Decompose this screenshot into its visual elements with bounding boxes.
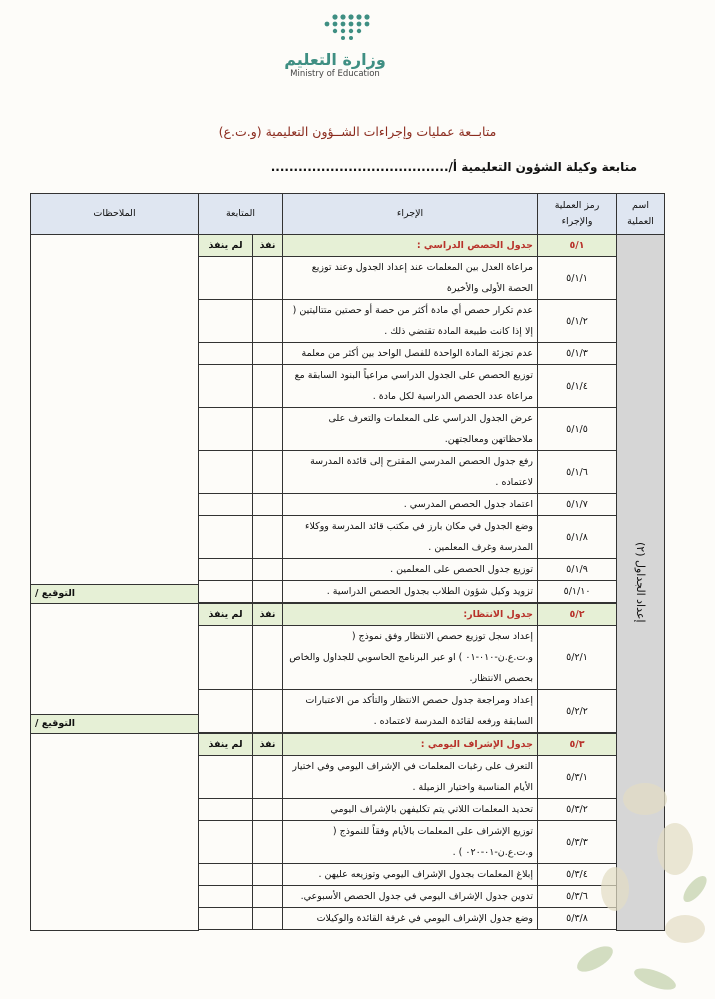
row-code: ٥/١/٥ — [538, 408, 617, 451]
row-code: ٥/١/٢ — [538, 300, 617, 343]
row-procedure: مراعاة العدل بين المعلمات عند إعداد الجدول وعند توزيع الحصة الأولى والأخيرة — [283, 257, 538, 300]
row-code: ٥/٣/٦ — [538, 886, 617, 908]
not-done-label: لم ينفذ — [199, 604, 253, 626]
row-procedure: عدم تكرار حصص أي مادة أكثر من حصة أو حصتين متتاليتين ( إلا إذا كانت طبيعة المادة تقتضي ذلك . — [283, 300, 538, 343]
not-done-label: لم ينفذ — [199, 235, 253, 257]
not-done-cell[interactable] — [199, 343, 253, 365]
row-procedure: عرض الجدول الدراسي على المعلمات والتعرف على ملاحظاتهن ومعالجتهن. — [283, 408, 538, 451]
row-procedure: توزيع الإشراف على المعلمات بالأيام وفقاً للنموذج ( و.ت.ع.ن-٠١-٠٢٠ ) . — [283, 821, 538, 864]
header-op-name: اسم العملية — [617, 194, 665, 235]
row-procedure: تحديد المعلمات اللاتي يتم تكليفهن بالإشراف اليومي — [283, 799, 538, 821]
section-code: ٥/٢ — [538, 604, 617, 626]
not-done-cell[interactable] — [199, 864, 253, 886]
row-code: ٥/٣/١ — [538, 756, 617, 799]
header-procedure: الإجراء — [283, 194, 538, 235]
done-cell[interactable] — [253, 559, 283, 581]
not-done-cell[interactable] — [199, 408, 253, 451]
not-done-cell[interactable] — [199, 581, 253, 603]
page-subtitle: متابعة وكيلة الشؤون التعليمية أ/....................................... — [270, 160, 637, 174]
row-procedure: عدم تجزئة المادة الواحدة للفصل الواحد بين أكثر من معلمة — [283, 343, 538, 365]
row-code: ٥/١/٦ — [538, 451, 617, 494]
section-code: ٥/٣ — [538, 734, 617, 756]
row-procedure: توزيع جدول الحصص على المعلمين . — [283, 559, 538, 581]
row-code: ٥/١/١ — [538, 257, 617, 300]
done-cell[interactable] — [253, 408, 283, 451]
not-done-cell[interactable] — [199, 799, 253, 821]
page-title: متابــعة عمليات وإجراءات الشــؤون التعليمية (و.ت.ع) — [218, 124, 497, 139]
section-title: جدول الإشراف اليومي : — [283, 734, 538, 756]
signature-label: التوقيع / — [31, 584, 198, 603]
not-done-cell[interactable] — [199, 626, 253, 690]
not-done-cell[interactable] — [199, 257, 253, 300]
done-cell[interactable] — [253, 365, 283, 408]
ministry-logo — [280, 12, 390, 84]
row-code: ٥/١/٨ — [538, 516, 617, 559]
row-procedure: التعرف على رغبات المعلمات في الإشراف اليومي وفي اختيار الأيام المناسبة واختيار الزميلة . — [283, 756, 538, 799]
notes-cell[interactable] — [31, 734, 199, 931]
section-header-row — [31, 604, 665, 626]
header-op-code: رمز العملية والإجراء — [538, 194, 617, 235]
row-procedure: رفع جدول الحصص المدرسي المقترح إلى قائدة المدرسة لاعتماده . — [283, 451, 538, 494]
row-procedure: اعتماد جدول الحصص المدرسي . — [283, 494, 538, 516]
notes-cell[interactable] — [31, 604, 199, 734]
row-procedure: وضع جدول الإشراف اليومي في غرفة القائدة والوكيلات — [283, 908, 538, 930]
row-code: ٥/١/٩ — [538, 559, 617, 581]
row-code: ٥/٣/٣ — [538, 821, 617, 864]
header-followup: المتابعة — [199, 194, 283, 235]
not-done-cell[interactable] — [199, 365, 253, 408]
done-cell[interactable] — [253, 690, 283, 733]
row-code: ٥/٢/١ — [538, 626, 617, 690]
row-code: ٥/١/١٠ — [538, 581, 617, 603]
done-cell[interactable] — [253, 886, 283, 908]
section-title: جدول الانتظار: — [283, 604, 538, 626]
done-cell[interactable] — [253, 821, 283, 864]
done-cell[interactable] — [253, 494, 283, 516]
row-code: ٥/٣/٤ — [538, 864, 617, 886]
row-procedure: إعداد ومراجعة جدول حصص الانتظار والتأكد من الاعتبارات السابقة ورفعه لقائدة المدرسة لاعتماده . — [283, 690, 538, 733]
not-done-cell[interactable] — [199, 494, 253, 516]
done-cell[interactable] — [253, 581, 283, 603]
row-procedure: تزويد وكيل شؤون الطلاب بجدول الحصص الدراسية . — [283, 581, 538, 603]
row-code: ٥/١/٣ — [538, 343, 617, 365]
not-done-cell[interactable] — [199, 908, 253, 930]
not-done-cell[interactable] — [199, 690, 253, 733]
done-cell[interactable] — [253, 516, 283, 559]
row-code: ٥/٣/٢ — [538, 799, 617, 821]
logo-dots-icon — [280, 12, 390, 44]
row-code: ٥/٣/٨ — [538, 908, 617, 930]
not-done-cell[interactable] — [199, 756, 253, 799]
done-cell[interactable] — [253, 343, 283, 365]
header-notes: الملاحظات — [31, 194, 199, 235]
done-label: نفذ — [253, 235, 283, 257]
table-header-row — [31, 194, 665, 235]
floral-decoration — [535, 739, 715, 999]
done-label: نفذ — [253, 604, 283, 626]
not-done-cell[interactable] — [199, 821, 253, 864]
section-code: ٥/١ — [538, 235, 617, 257]
not-done-cell[interactable] — [199, 300, 253, 343]
done-cell[interactable] — [253, 626, 283, 690]
not-done-cell[interactable] — [199, 559, 253, 581]
done-cell[interactable] — [253, 451, 283, 494]
done-label: نفذ — [253, 734, 283, 756]
not-done-cell[interactable] — [199, 516, 253, 559]
section-title: جدول الحصص الدراسي : — [283, 235, 538, 257]
logo-arabic-text: وزارة التعليم — [284, 50, 386, 69]
done-cell[interactable] — [253, 300, 283, 343]
row-code: ٥/١/٧ — [538, 494, 617, 516]
not-done-label: لم ينفذ — [199, 734, 253, 756]
row-procedure: إبلاغ المعلمات بجدول الإشراف اليومي وتوزيعه عليهن . — [283, 864, 538, 886]
logo-english-text: Ministry of Education — [290, 69, 380, 79]
op-name-text: إعداد الجداول (٢) — [634, 542, 648, 623]
section-header-row — [31, 235, 665, 257]
not-done-cell[interactable] — [199, 451, 253, 494]
done-cell[interactable] — [253, 908, 283, 930]
row-code: ٥/١/٤ — [538, 365, 617, 408]
row-procedure: إعداد سجل توزيع حصص الانتظار وفق نموذج ( و.ت.ع.ن-٠١٠-٠١ ) او عبر البرنامج الحاسوبي للجداول والخاص بحصص الانتظار. — [283, 626, 538, 690]
not-done-cell[interactable] — [199, 886, 253, 908]
notes-cell[interactable] — [31, 235, 199, 604]
signature-label: التوقيع / — [31, 714, 198, 733]
done-cell[interactable] — [253, 799, 283, 821]
row-code: ٥/٢/٢ — [538, 690, 617, 733]
done-cell[interactable] — [253, 756, 283, 799]
row-procedure: توزيع الحصص على الجدول الدراسي مراعياً البنود السابقة مع مراعاة عدد الحصص الدراسية لكل مادة . — [283, 365, 538, 408]
done-cell[interactable] — [253, 864, 283, 886]
done-cell[interactable] — [253, 257, 283, 300]
row-procedure: تدوين جدول الإشراف اليومي في جدول الحصص الأسبوعي. — [283, 886, 538, 908]
row-procedure: وضع الجدول في مكان بارز في مكتب قائد المدرسة ووكلاء المدرسة وغرف المعلمين . — [283, 516, 538, 559]
